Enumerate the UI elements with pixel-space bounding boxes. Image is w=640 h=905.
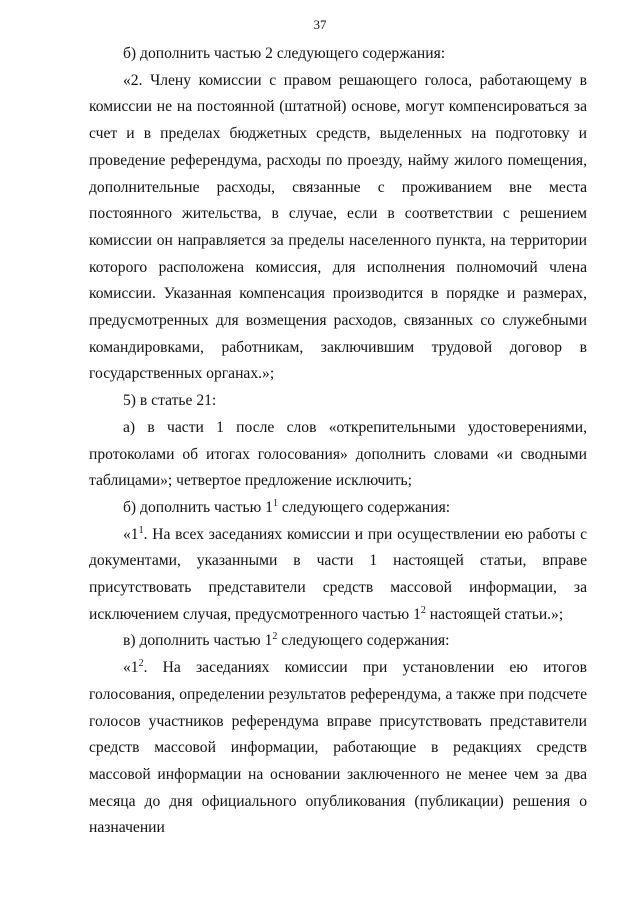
- paragraph-6-text-end: настоящей статьи.»;: [425, 605, 564, 623]
- paragraph-7-text: в) дополнить частью 1: [123, 632, 273, 650]
- paragraph-8-text: «1: [123, 659, 139, 677]
- paragraph-8-text-end: . На заседаниях комиссии при установлении ею итогов голосования, определении результатов референдума, а также при подсчете голосов участников референдума вправе присутствовать представители средств массовой информации, работающие в редакциях средств массовой информации на основании заключенного не менее чем за два месяца до дня официального опубликования (публикации) решения о назначении: [89, 659, 587, 837]
- paragraph-1: б) дополнить частью 2 следующего содержания:: [123, 45, 446, 62]
- paragraph-7-text-end: следующего содержания:: [277, 632, 450, 650]
- paragraph-6-superscript: 1: [138, 524, 144, 536]
- paragraph-4: а) в части 1 после слов «открепительными удостоверениями, протоколами об итогах голосования» дополнить словами «и сводными таблицами»; четвертое предложение исключить;: [89, 418, 587, 490]
- paragraph-5-superscript: 1: [272, 497, 278, 509]
- paragraph-8-superscript: 2: [138, 657, 144, 669]
- paragraph-5: [89, 495, 587, 522]
- paragraph-5-text-end: следующего содержания:: [277, 498, 451, 516]
- paragraph-6: [89, 522, 587, 629]
- paragraph-8: [89, 655, 587, 842]
- page-number: 37: [313, 17, 327, 32]
- paragraph-6-superscript-2: 2: [420, 604, 426, 616]
- document-body: [89, 41, 587, 842]
- paragraph-7: [89, 628, 587, 655]
- paragraph-5-text: б) дополнить частью 1: [123, 498, 273, 516]
- paragraph-6-text-middle: . На всех заседаниях комиссии и при осуществлении ею работы с документами, указанными в части 1 настоящей статьи, вправе присутствовать представители средств массовой информации, за исключением случая, предусмотренного частью 1: [89, 525, 587, 623]
- paragraph-6-text: «1: [123, 525, 139, 543]
- paragraph-3: 5) в статье 21:: [123, 392, 217, 410]
- paragraph-2: «2. Члену комиссии с правом решающего голоса, работающему в комиссии не на постоянной (штатной) основе, могут компенсироваться за счет и в пределах бюджетных средств, выделенных на подготовку и проведение референдума, расходы по проезду, найму жилого помещения, дополнительные расходы, связанные с проживанием вне места постоянного жительства, в случае, если в соответствии с решением комиссии он направляется за пределы населенного пункта, на территории которого расположена комиссия, для исполнения полномочий члена комиссии. Указанная компенсация производится в порядке и размерах, предусмотренных для возмещения расходов, связанных со служебными командировками, работникам, заключившим трудовой договор в государственных органах.»;: [89, 71, 587, 383]
- paragraph-7-superscript: 2: [272, 631, 278, 643]
